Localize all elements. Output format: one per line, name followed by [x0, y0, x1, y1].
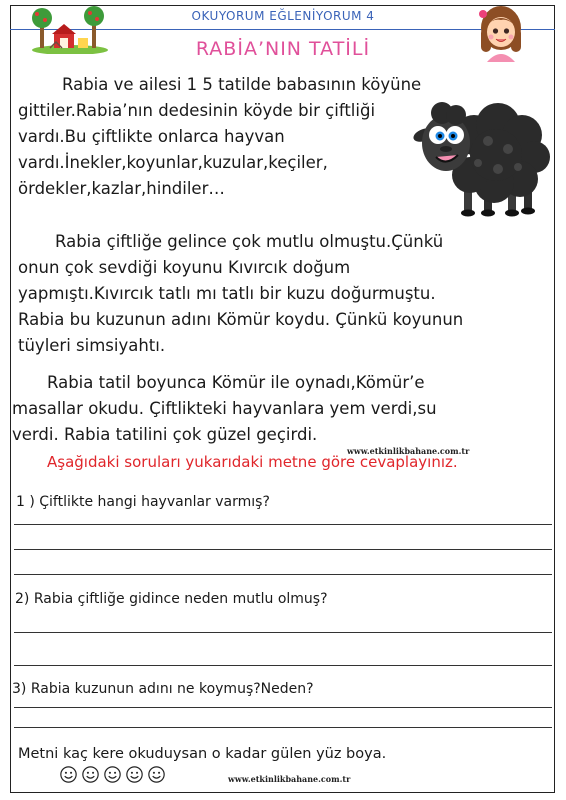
- story-line: Rabia çiftliğe gelince çok mutlu olmuştu.Çünkü: [55, 232, 444, 251]
- story-line: onun çok sevdiği koyunu Kıvırcık doğum: [18, 258, 351, 277]
- smiley-face-icon[interactable]: [126, 766, 143, 783]
- answer-line[interactable]: [14, 574, 552, 575]
- smiley-face-icon[interactable]: [60, 766, 77, 783]
- story-line: vardı.Bu çiftlikte onlarca hayvan: [18, 127, 285, 146]
- answer-line[interactable]: [14, 665, 552, 666]
- answer-line[interactable]: [14, 707, 552, 708]
- story-line: vardı.İnekler,koyunlar,kuzular,keçiler,: [18, 153, 328, 172]
- answer-line[interactable]: [14, 727, 552, 728]
- question-2: 2) Rabia çiftliğe gidince neden mutlu olmuş?: [15, 591, 328, 607]
- story-line: gittiler.Rabia’nın dedesinin köyde bir çiftliği: [18, 101, 376, 120]
- story-line: Rabia ve ailesi 1 5 tatilde babasının köyüne: [62, 75, 422, 94]
- instruction-text: Aşağıdaki soruları yukarıdaki metne göre cevaplayınız.: [47, 453, 458, 471]
- story-line: masallar okudu. Çiftlikteki hayvanlara yem verdi,su: [12, 399, 437, 418]
- watermark-footer: www.etkinlikbahane.com.tr: [228, 774, 351, 784]
- story-line: tüyleri simsiyahtı.: [18, 336, 166, 355]
- story-line: verdi. Rabia tatilini çok güzel geçirdi.: [12, 425, 318, 444]
- question-3: 3) Rabia kuzunun adını ne koymuş?Neden?: [12, 681, 314, 697]
- black-sheep-illustration: [412, 83, 552, 223]
- question-1: 1 ) Çiftlikte hangi hayvanlar varmış?: [16, 494, 270, 510]
- smiley-face-icon[interactable]: [148, 766, 165, 783]
- smiley-face-icon[interactable]: [104, 766, 121, 783]
- story-line: yapmıştı.Kıvırcık tatlı mı tatlı bir kuzu doğurmuştu.: [18, 284, 436, 303]
- story-line: ördekler,kazlar,hindiler…: [18, 179, 225, 198]
- series-title: OKUYORUM EĞLENİYORUM 4: [191, 9, 375, 23]
- watermark: www.etkinlikbahane.com.tr: [347, 446, 470, 456]
- smiley-row: [60, 766, 165, 783]
- answer-line[interactable]: [14, 632, 552, 633]
- story-title: RABİA’NIN TATİLİ: [195, 38, 371, 60]
- story-line: Rabia tatil boyunca Kömür ile oynadı,Kömür’e: [47, 373, 425, 392]
- smiley-face-icon[interactable]: [82, 766, 99, 783]
- answer-line[interactable]: [14, 524, 552, 525]
- footer-prompt: Metni kaç kere okuduysan o kadar gülen yüz boya.: [18, 746, 387, 762]
- answer-line[interactable]: [14, 549, 552, 550]
- story-line: Rabia bu kuzunun adını Kömür koydu. Çünkü koyunun: [18, 310, 464, 329]
